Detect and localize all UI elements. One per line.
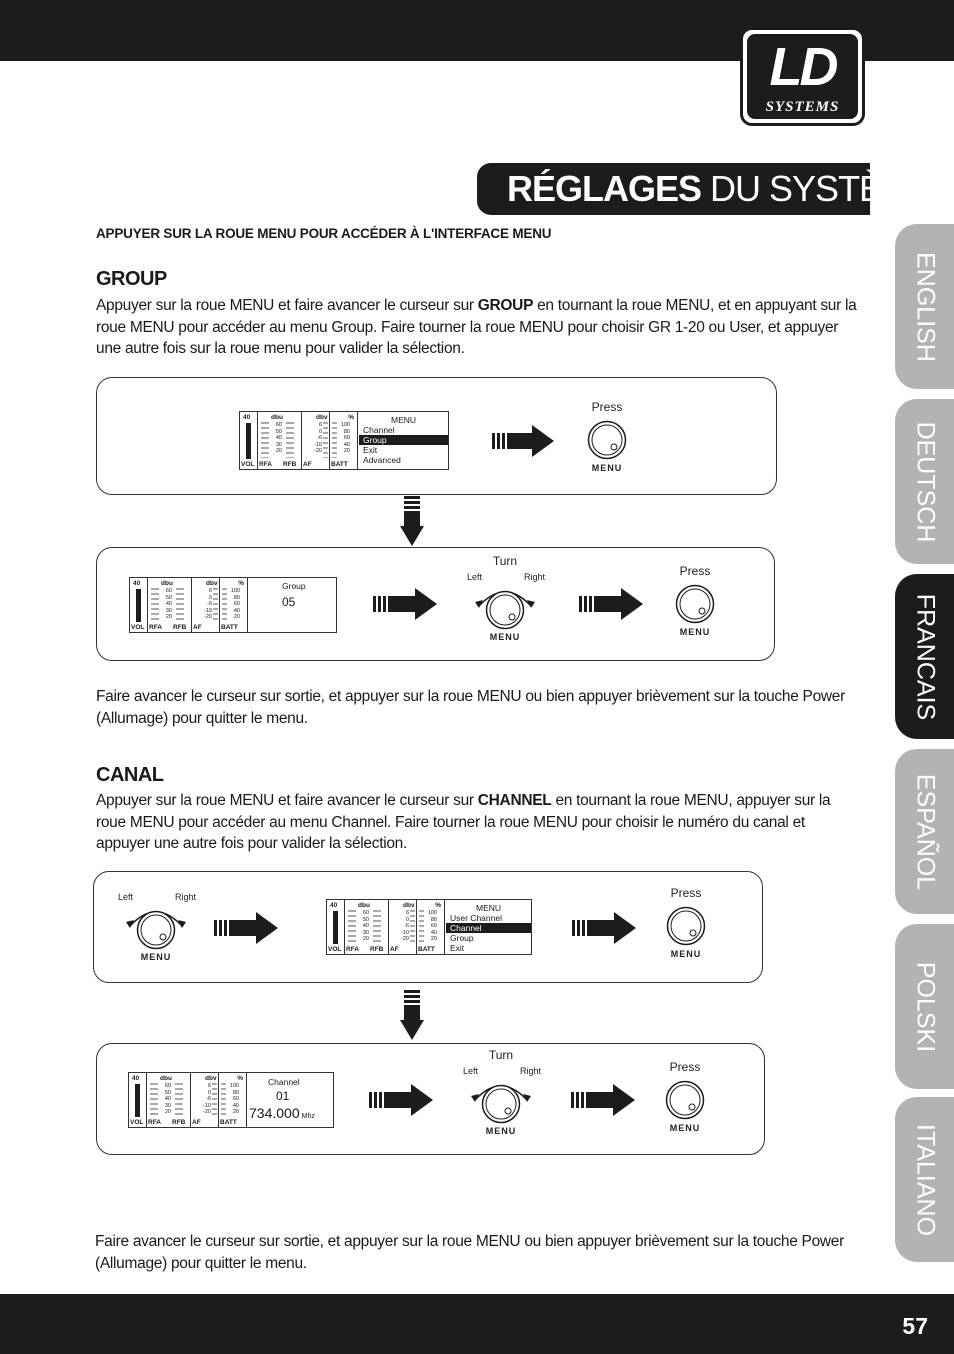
batt-label: BATT xyxy=(221,624,238,631)
rf-meter xyxy=(147,1073,191,1127)
dbu-values xyxy=(159,1083,171,1116)
dbu-values xyxy=(270,422,282,455)
pct-value: 20 xyxy=(343,448,350,454)
af-label: AF xyxy=(192,1119,201,1126)
turn-knob[interactable] xyxy=(461,1048,541,1144)
rfa-label: RFA xyxy=(149,624,162,631)
vol-meter xyxy=(130,578,148,632)
group-paragraph: Appuyer sur la roue MENU et faire avancer le curseur sur GROUP en tournant la roue MENU, et en appuyant sur la roue MENU pour accéder au menu Group. Faire tourner la roue MENU pour choisir GR 1-20 ou User, et appuyer une autre fois sur la roue menu pour valider la sélection. xyxy=(96,297,857,357)
dbv-values xyxy=(201,1083,211,1116)
title-banner xyxy=(477,163,953,215)
vol-top-label: 40 xyxy=(133,580,141,587)
dbu-value: 30 xyxy=(275,441,282,448)
dbv-value: 0 xyxy=(207,1089,211,1096)
rfb-ticks xyxy=(286,422,294,458)
rfb-ticks xyxy=(176,588,184,621)
vol-label: VOL xyxy=(328,946,342,953)
menu-knob-icon xyxy=(666,906,706,946)
menu-item[interactable]: Exit xyxy=(363,445,378,455)
menu-knob-icon xyxy=(665,1080,705,1120)
pct-values xyxy=(338,422,350,455)
af-meter xyxy=(192,578,220,632)
left-label: Left xyxy=(467,572,483,582)
menu-label: MENU xyxy=(489,632,521,642)
af-label: AF xyxy=(390,946,399,953)
right-label: Right xyxy=(523,572,545,582)
af-ticks xyxy=(323,422,328,458)
dbv-label: dbv xyxy=(206,580,218,587)
dbu-value: 20 xyxy=(165,614,172,620)
turn-knob[interactable] xyxy=(465,554,545,650)
dbv-value: -10 xyxy=(203,1102,211,1109)
dbu-values xyxy=(160,588,172,621)
pct-value: 40 xyxy=(430,929,437,936)
title-bold: RÉGLAGES xyxy=(507,168,702,209)
page-number: 57 xyxy=(902,1313,928,1339)
left-label: Left xyxy=(118,892,134,902)
tab-polski[interactable]: POLSKI xyxy=(895,924,954,1089)
pct-label: % xyxy=(237,1075,243,1082)
pct-value: 20 xyxy=(430,936,437,942)
rf-meter xyxy=(148,578,192,632)
menu-title: MENU xyxy=(390,415,417,425)
rfb-label: RFB xyxy=(173,624,187,631)
press-label: Press xyxy=(679,564,711,578)
press-label: Press xyxy=(669,1060,701,1074)
group-step2-panel xyxy=(96,547,775,661)
dbu-label: dbu xyxy=(160,1075,172,1082)
press-knob[interactable] xyxy=(577,400,637,480)
frequency-value: 734.000 xyxy=(249,1105,300,1121)
tab-deutsch[interactable]: DEUTSCH xyxy=(895,399,954,564)
intro-text: APPUYER SUR LA ROUE MENU POUR ACCÉDER À L'INTERFACE MENU xyxy=(96,226,552,241)
pct-value: 80 xyxy=(430,916,437,923)
canal-heading: CANAL xyxy=(96,764,164,786)
dbu-value: 50 xyxy=(362,916,369,923)
rfb-ticks xyxy=(175,1083,183,1116)
dbu-value: 60 xyxy=(165,588,172,594)
screen-value: 01 xyxy=(276,1089,290,1103)
menu-knob-icon xyxy=(481,1084,521,1124)
pct-values xyxy=(227,1083,239,1116)
dbv-value: 0 xyxy=(405,916,409,923)
screen-label: Channel xyxy=(268,1077,300,1087)
rfb-label: RFB xyxy=(172,1119,186,1126)
arrow-right-icon xyxy=(214,912,278,944)
lcd-menu-area xyxy=(359,412,448,469)
af-meter xyxy=(191,1073,219,1127)
dbu-value: 30 xyxy=(165,607,172,614)
menu-item[interactable]: Channel xyxy=(446,923,531,933)
left-label: Left xyxy=(463,1066,479,1076)
logo-subtext: SYSTEMS xyxy=(765,99,840,115)
canal-step1-panel xyxy=(93,871,763,983)
pct-label: % xyxy=(238,580,244,587)
dbu-label: dbu xyxy=(271,414,283,421)
batt-ticks xyxy=(419,910,424,943)
logo-text: LD xyxy=(769,37,836,97)
af-meter xyxy=(302,412,330,469)
dbv-values xyxy=(202,588,212,621)
dbv-value: -20 xyxy=(203,1109,211,1115)
batt-meter xyxy=(220,578,248,632)
rfb-label: RFB xyxy=(370,946,384,953)
dbu-value: 50 xyxy=(164,1089,171,1096)
vol-label: VOL xyxy=(131,624,145,631)
menu-label: MENU xyxy=(140,952,172,962)
dbu-value: 40 xyxy=(165,601,172,607)
arrow-right-icon xyxy=(373,588,437,620)
tab-english[interactable]: ENGLISH xyxy=(895,224,954,389)
dbv-value: 6 xyxy=(318,422,322,428)
menu-knob-icon xyxy=(675,584,715,624)
rf-meter xyxy=(258,412,302,469)
dbv-value: -6 xyxy=(207,601,212,607)
menu-label: MENU xyxy=(485,1126,517,1136)
screen-value: 05 xyxy=(282,595,296,609)
dbu-label: dbu xyxy=(161,580,173,587)
pct-value: 100 xyxy=(427,910,437,916)
dbv-value: -10 xyxy=(401,929,409,936)
dbv-value: -10 xyxy=(314,441,322,448)
menu-item[interactable]: Advanced xyxy=(363,455,401,465)
dbv-value: 0 xyxy=(318,428,322,435)
press-knob[interactable] xyxy=(665,564,725,644)
af-ticks xyxy=(212,1083,217,1116)
pct-value: 80 xyxy=(232,1089,239,1096)
rfa-label: RFA xyxy=(259,461,272,468)
lcd-screen xyxy=(239,411,449,470)
group-exit-text: Faire avancer le curseur sur sortie, et appuyer sur la roue MENU ou bien appuyer brièvement sur la touche Power (Allumage) pour quitter le menu. xyxy=(96,688,845,727)
dbu-value: 40 xyxy=(275,435,282,441)
lcd-menu-area xyxy=(248,1073,333,1127)
rfb-label: RFB xyxy=(283,461,297,468)
vol-bar xyxy=(246,423,251,459)
batt-meter xyxy=(219,1073,247,1127)
press-label: Press xyxy=(670,886,702,900)
dbv-value: -20 xyxy=(401,936,409,942)
group-step1-panel xyxy=(96,377,777,495)
menu-label: MENU xyxy=(591,463,623,473)
dbv-values xyxy=(399,910,409,943)
af-label: AF xyxy=(193,624,202,631)
batt-label: BATT xyxy=(220,1119,237,1126)
menu-label: MENU xyxy=(670,949,702,959)
menu-title: MENU xyxy=(475,903,502,913)
lcd-screen xyxy=(129,577,337,633)
pct-value: 80 xyxy=(233,594,240,601)
dbv-value: -20 xyxy=(314,448,322,454)
dbv-value: 6 xyxy=(207,1083,211,1089)
right-label: Right xyxy=(174,892,196,902)
pct-value: 60 xyxy=(233,601,240,607)
af-label: AF xyxy=(303,461,312,468)
rfb-ticks xyxy=(373,910,381,943)
pct-values xyxy=(228,588,240,621)
dbu-value: 20 xyxy=(275,448,282,454)
vol-meter xyxy=(129,1073,147,1127)
vol-top-label: 40 xyxy=(243,414,251,421)
dbv-value: 6 xyxy=(405,910,409,916)
canal-exit-text: Faire avancer le curseur sur sortie, et appuyer sur la roue MENU ou bien appuyer brièvement sur la touche Power (Allumage) pour quitter le menu. xyxy=(95,1233,844,1272)
dbv-value: -10 xyxy=(204,607,212,614)
pct-values xyxy=(425,910,437,943)
canal-paragraph: Appuyer sur la roue MENU et faire avancer le curseur sur CHANNEL en tournant la roue MENU, appuyer sur la roue MENU pour accéder au menu Channel. Faire tourner la roue MENU pour choisir le numéro du canal et appuyer une autre fois pour valider la sélection. xyxy=(96,792,831,852)
menu-item[interactable]: Group xyxy=(450,933,474,943)
pct-value: 60 xyxy=(232,1096,239,1102)
arrow-down-icon xyxy=(400,496,424,546)
turn-knob[interactable] xyxy=(116,892,196,988)
batt-meter xyxy=(417,900,445,954)
dbv-value: -6 xyxy=(317,435,322,441)
menu-item[interactable]: Exit xyxy=(450,943,465,953)
press-knob[interactable] xyxy=(656,886,716,966)
ld-systems-logo xyxy=(740,27,865,126)
batt-ticks xyxy=(332,422,337,458)
vol-label: VOL xyxy=(241,461,255,468)
pct-value: 60 xyxy=(343,435,350,441)
rfa-ticks xyxy=(261,422,269,458)
arrow-right-icon xyxy=(572,912,636,944)
bottom-bar xyxy=(0,1294,954,1354)
vol-bar xyxy=(135,1084,140,1117)
pct-value: 100 xyxy=(229,1083,239,1089)
press-label: Press xyxy=(591,400,623,414)
dbv-label: dbv xyxy=(403,902,415,909)
dbv-values xyxy=(312,422,322,455)
menu-item[interactable]: Channel xyxy=(363,425,395,435)
rfa-ticks xyxy=(348,910,356,943)
rfa-label: RFA xyxy=(346,946,359,953)
dbu-values xyxy=(357,910,369,943)
tab-francais[interactable]: FRANCAIS xyxy=(895,574,954,739)
frequency-readout xyxy=(248,1103,333,1121)
title-rest: DU SYSTÈME : xyxy=(701,168,953,209)
lcd-menu-area xyxy=(249,578,336,632)
page-title xyxy=(507,169,952,209)
dbv-value: 6 xyxy=(208,588,212,594)
menu-knob-icon xyxy=(587,420,627,460)
canal-step2-panel xyxy=(96,1043,765,1155)
vol-meter xyxy=(240,412,258,469)
turn-label: Turn xyxy=(488,1048,514,1062)
press-knob[interactable] xyxy=(655,1060,715,1140)
batt-ticks xyxy=(222,588,227,621)
arrow-right-icon xyxy=(579,588,643,620)
dbv-label: dbv xyxy=(205,1075,217,1082)
dbv-value: -6 xyxy=(206,1096,211,1102)
pct-value: 80 xyxy=(343,428,350,435)
menu-label: MENU xyxy=(669,1123,701,1133)
dbu-value: 20 xyxy=(362,936,369,942)
dbv-value: 0 xyxy=(208,594,212,601)
pct-value: 60 xyxy=(430,923,437,929)
rf-meter xyxy=(345,900,389,954)
dbu-value: 50 xyxy=(165,594,172,601)
menu-item[interactable]: User Channel xyxy=(450,913,502,923)
pct-value: 100 xyxy=(230,588,240,594)
rfa-ticks xyxy=(150,1083,158,1116)
pct-value: 20 xyxy=(233,614,240,620)
dbu-value: 60 xyxy=(275,422,282,428)
batt-ticks xyxy=(221,1083,226,1116)
dbu-value: 40 xyxy=(362,923,369,929)
pct-value: 20 xyxy=(232,1109,239,1115)
dbu-value: 30 xyxy=(362,929,369,936)
lcd-menu-area xyxy=(446,900,531,954)
pct-label: % xyxy=(348,414,354,421)
menu-item[interactable]: Group xyxy=(359,435,448,445)
vol-top-label: 40 xyxy=(330,902,338,909)
dbu-value: 60 xyxy=(362,910,369,916)
vol-meter xyxy=(327,900,345,954)
vol-label: VOL xyxy=(130,1119,144,1126)
rfa-ticks xyxy=(151,588,159,621)
dbv-value: -6 xyxy=(404,923,409,929)
dbu-value: 50 xyxy=(275,428,282,435)
group-heading: GROUP xyxy=(96,268,167,290)
arrow-right-icon xyxy=(369,1084,433,1116)
screen-label: Group xyxy=(282,581,306,591)
dbu-value: 20 xyxy=(164,1109,171,1115)
dbu-value: 40 xyxy=(164,1096,171,1102)
pct-value: 40 xyxy=(233,607,240,614)
af-ticks xyxy=(410,910,415,943)
arrow-down-icon xyxy=(400,990,424,1040)
batt-label: BATT xyxy=(418,946,435,953)
pct-label: % xyxy=(435,902,441,909)
menu-knob-icon xyxy=(136,910,176,950)
pct-value: 100 xyxy=(340,422,350,428)
tab-italiano[interactable]: ITALIANO xyxy=(895,1097,954,1262)
lcd-screen xyxy=(326,899,532,955)
vol-bar xyxy=(136,589,141,622)
turn-label: Turn xyxy=(492,554,518,568)
lcd-screen xyxy=(128,1072,334,1128)
batt-meter xyxy=(330,412,358,469)
dbu-value: 60 xyxy=(164,1083,171,1089)
rfa-label: RFA xyxy=(148,1119,161,1126)
tab-espanol[interactable]: ESPAÑOL xyxy=(895,749,954,914)
vol-bar xyxy=(333,911,338,944)
dbu-value: 30 xyxy=(164,1102,171,1109)
frequency-unit: Mhz xyxy=(301,1113,315,1120)
arrow-right-icon xyxy=(571,1084,635,1116)
menu-knob-icon xyxy=(485,590,525,630)
menu-label: MENU xyxy=(679,627,711,637)
dbv-label: dbv xyxy=(316,414,328,421)
dbu-label: dbu xyxy=(358,902,370,909)
pct-value: 40 xyxy=(343,441,350,448)
batt-label: BATT xyxy=(331,461,348,468)
right-label: Right xyxy=(519,1066,541,1076)
dbv-value: -20 xyxy=(204,614,212,620)
af-meter xyxy=(389,900,417,954)
vol-top-label: 40 xyxy=(132,1075,140,1082)
pct-value: 40 xyxy=(232,1102,239,1109)
arrow-right-icon xyxy=(492,425,554,457)
af-ticks xyxy=(213,588,218,621)
